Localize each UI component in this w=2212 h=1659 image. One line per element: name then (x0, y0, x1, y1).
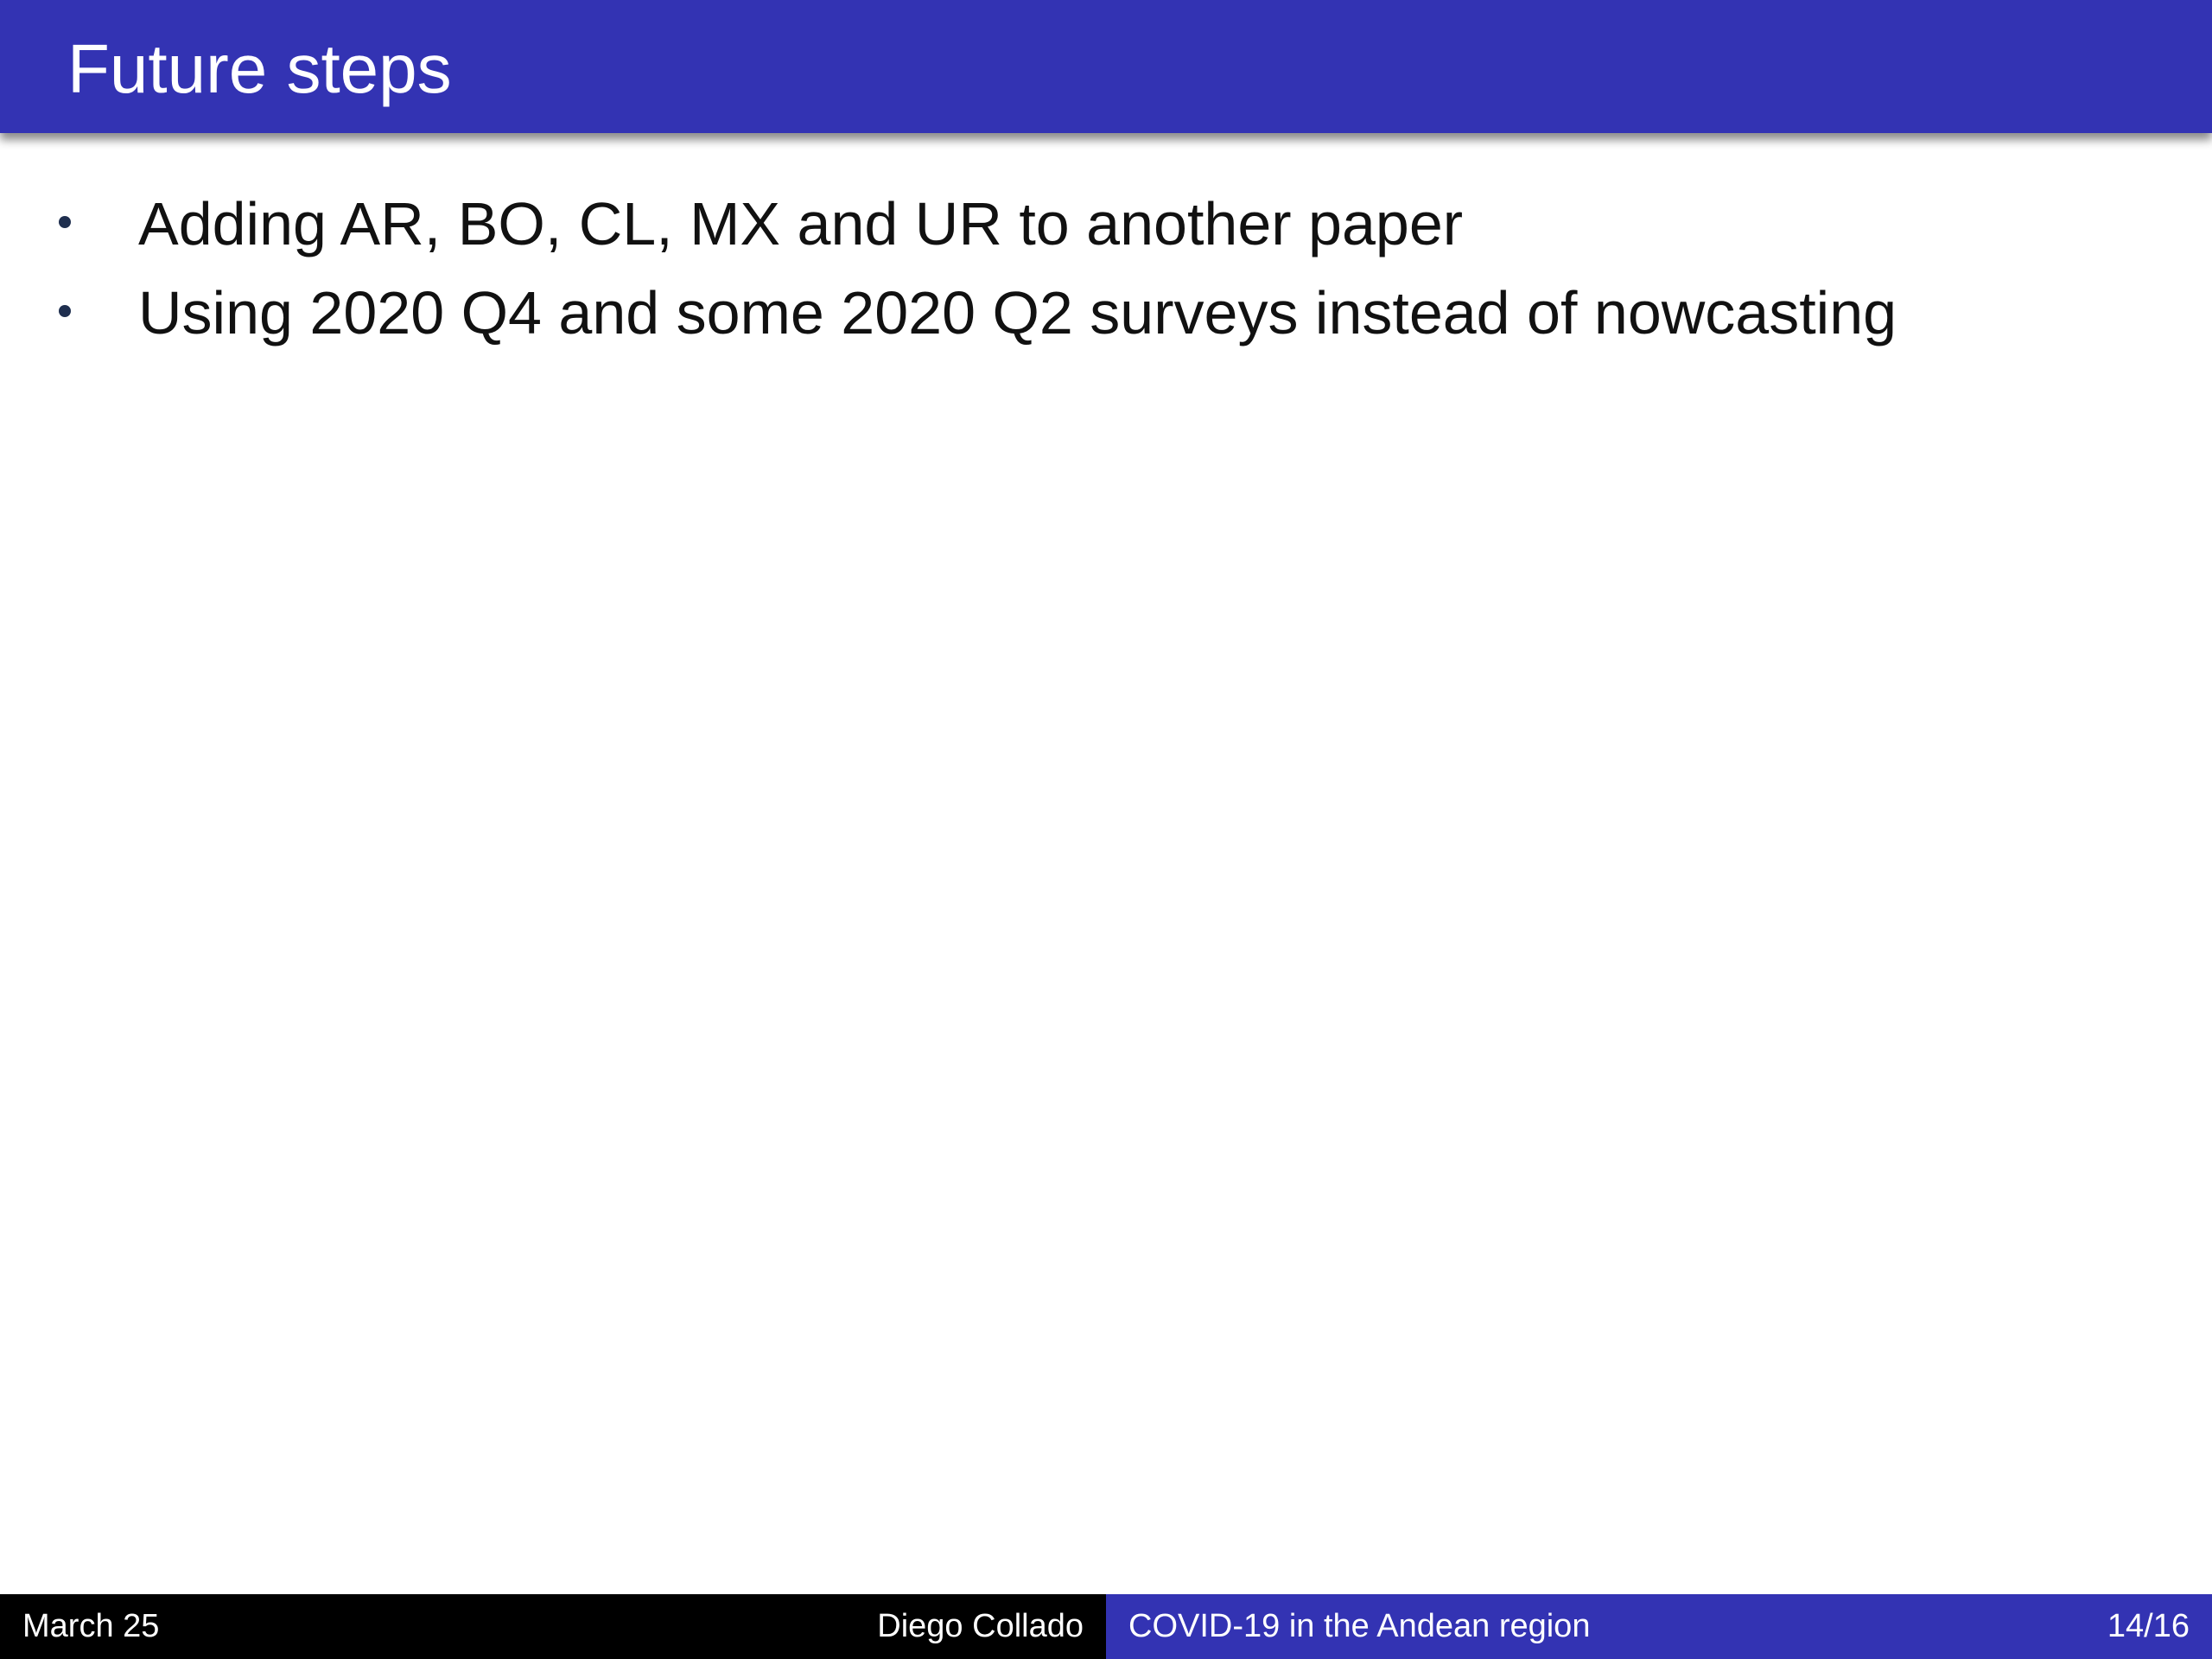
bullet-icon (59, 216, 71, 228)
footer-left-panel (0, 1594, 1106, 1659)
footer-date: March 25 (22, 1608, 160, 1644)
footer-right-panel (1106, 1594, 2212, 1659)
slide-footer (0, 1594, 2212, 1659)
bullet-icon (59, 305, 71, 317)
bullet-text: Using 2020 Q4 and some 2020 Q2 surveys instead of nowcasting (138, 279, 1897, 346)
footer-presentation-title: COVID-19 in the Andean region (1128, 1608, 1591, 1644)
slide-title: Future steps (67, 30, 452, 107)
slide-content (0, 133, 2212, 1593)
footer-author: Diego Collado (877, 1608, 1084, 1644)
bullet-text: Adding AR, BO, CL, MX and UR to another paper (138, 190, 1464, 257)
slide-header (0, 0, 2212, 133)
page-number: 14/16 (2107, 1608, 2190, 1644)
